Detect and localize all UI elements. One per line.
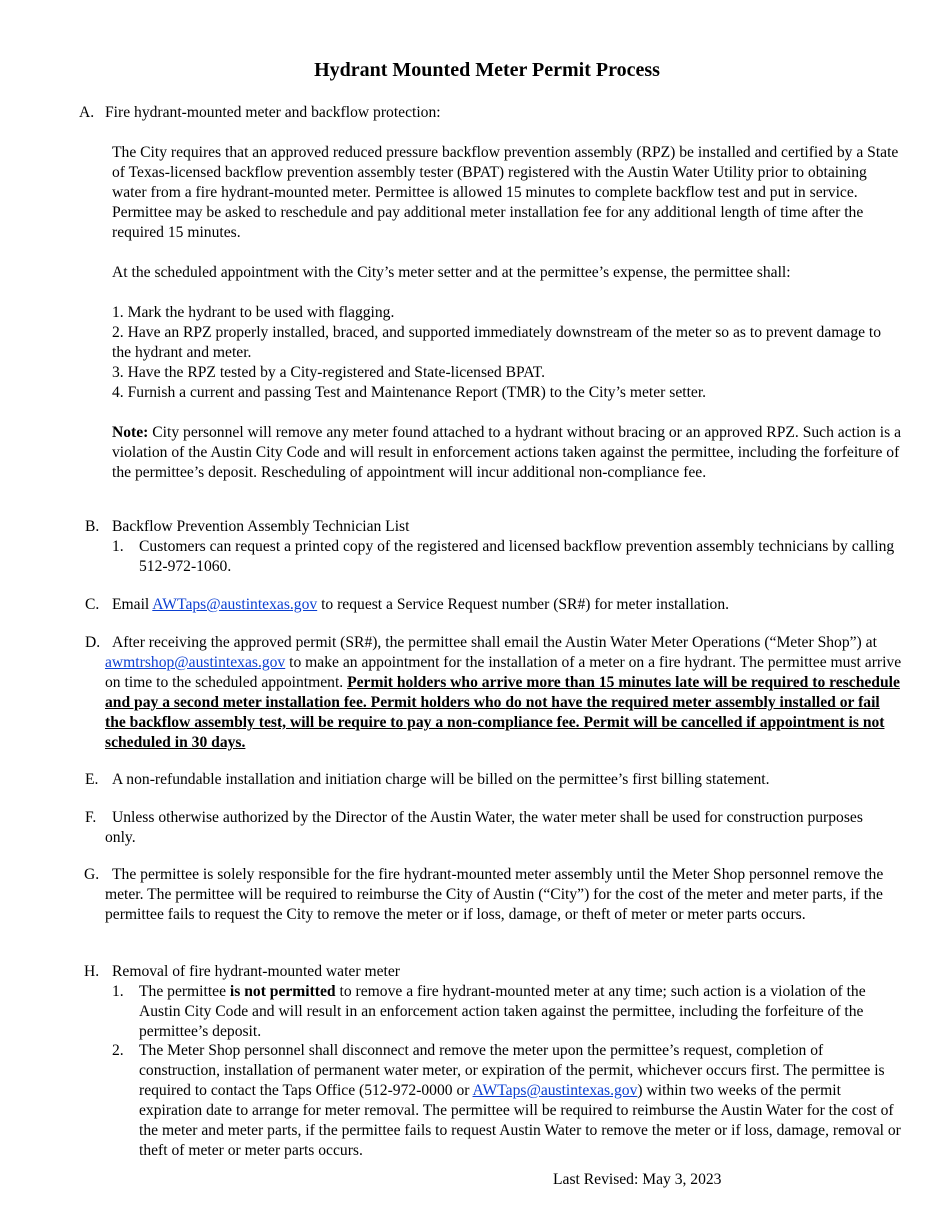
section-b-item: Customers can request a printed copy of the registered and licensed backflow prevention assembly technicians by calling 512-972-1060.: [139, 538, 895, 575]
section-d-text-2: to make an appointment for the installation of a meter on a fire hydrant. The permittee must arrive on time to the scheduled appointment.: [105, 654, 902, 691]
step-4: 4. Furnish a current and passing Test and Maintenance Report (TMR) to the City’s meter setter.: [112, 384, 707, 401]
section-h-item-2-number: 2.: [112, 1042, 124, 1059]
section-f-text: Unless otherwise authorized by the Director of the Austin Water, the water meter shall be used for construction purposes only.: [105, 809, 863, 846]
section-b-heading: Backflow Prevention Assembly Technician List: [112, 518, 410, 535]
section-h-heading: Removal of fire hydrant-mounted water meter: [112, 963, 400, 980]
section-h-item-1-number: 1.: [112, 983, 124, 1000]
section-h-item-1-pre: The permittee: [139, 983, 230, 1000]
section-g-letter: G.: [84, 866, 100, 883]
meter-shop-email-link[interactable]: awmtrshop@austintexas.gov: [105, 654, 286, 671]
section-d-text: [105, 633, 903, 753]
section-d-warning: Permit holders who arrive more than 15 minutes late will be required to reschedule and pay a second meter installation fee. Permit holders who do not have the required meter assembly installed or fail the backflow assembly test, will be require to pay a non-compliance fee. Permit will be cancelled if appointment is not scheduled in 30 days.: [105, 674, 900, 751]
section-c-pre: Email: [112, 596, 153, 613]
note-text: City personnel will remove any meter found attached to a hydrant without bracing or an approved RPZ. Such action is a violation of the Austin City Code and will result in enforcement actions taken against the permittee, including the forfeiture of the permittee’s deposit. Rescheduling of appointment will incur additional non-compliance fee.: [112, 424, 902, 481]
last-revised: Last Revised: May 3, 2023: [553, 1171, 722, 1188]
section-a-intro: At the scheduled appointment with the City’s meter setter and at the permittee’s expense, the permittee shall:: [112, 264, 791, 281]
section-e-letter: E.: [85, 771, 99, 788]
section-d-letter: D.: [85, 634, 101, 651]
step-2: 2. Have an RPZ properly installed, braced, and supported immediately downstream of the meter so as to prevent damage to the hydrant and meter.: [112, 324, 882, 361]
section-h-letter: H.: [84, 963, 100, 980]
section-h-item-1-bold: is not permitted: [229, 983, 336, 1000]
section-b-letter: B.: [85, 518, 100, 535]
section-d-text-1: After receiving the approved permit (SR#), the permittee shall email the Austin Water Meter Operations (“Meter Shop”) at: [112, 634, 877, 651]
section-h-item-2: [139, 1041, 903, 1161]
taps-email-link[interactable]: AWTaps@austintexas.gov: [152, 596, 318, 613]
section-h-item-2-post: ) within two weeks of the permit expiration date to arrange for meter removal. The permittee will be required to reimburse the Austin Water for the cost of the meter and meter parts, if the permittee fails to request Austin Water to remove the meter or if loss, damage, removal or theft of meter or meter parts occurs.: [139, 1082, 901, 1159]
section-h-item-2-pre: The Meter Shop personnel shall disconnect and remove the meter upon the permittee’s request, completion of construction, installation of permanent water meter, or expiration of the permit, whichever occurs first. The permittee is required to contact the Taps Office (512-972-0000 or: [139, 1042, 885, 1099]
section-b-item-number: 1.: [112, 538, 124, 555]
section-e-text: A non-refundable installation and initiation charge will be billed on the permittee’s first billing statement.: [112, 771, 770, 788]
section-a-heading: Fire hydrant-mounted meter and backflow protection:: [105, 104, 441, 121]
section-a-paragraph: The City requires that an approved reduced pressure backflow prevention assembly (RPZ) be installed and certified by a State of Texas-licensed backflow prevention assembly tester (BPAT) registered with the Austin Water Utility prior to obtaining water from a fire hydrant-mounted meter. Permittee is allowed 15 minutes to complete backflow test and put in service. Permittee may be asked to reschedule and pay additional meter installation fee for any additional length of time after the required 15 minutes.: [112, 144, 899, 241]
section-c-letter: C.: [85, 596, 100, 613]
section-a-letter: A.: [79, 104, 95, 121]
section-a-note: [112, 423, 902, 483]
section-a-body: [112, 143, 902, 483]
section-g-text: The permittee is solely responsible for the fire hydrant-mounted meter assembly until the Meter Shop personnel remove the meter. The permittee will be required to reimburse the City of Austin (“City”) for the cost of the meter and meter parts, if the permittee fails to request the City to remove the meter or if loss, damage, or theft of meter or meter parts occurs.: [105, 866, 884, 923]
step-3: 3. Have the RPZ tested by a City-registered and State-licensed BPAT.: [112, 364, 546, 381]
section-c-post: to request a Service Request number (SR#) for meter installation.: [317, 596, 730, 613]
taps-office-email-link[interactable]: AWTaps@austintexas.gov: [472, 1082, 638, 1099]
section-h-item-1: [139, 982, 903, 1042]
step-1: 1. Mark the hydrant to be used with flagging.: [112, 304, 395, 321]
page-title: Hydrant Mounted Meter Permit Process: [314, 59, 660, 81]
section-c-text: [112, 595, 912, 615]
section-f-letter: F.: [85, 809, 97, 826]
note-label: Note:: [112, 424, 149, 441]
section-h-item-1-post: to remove a fire hydrant-mounted meter at any time; such action is a violation of the Austin City Code and will result in an enforcement action taken against the permittee, including the forfeiture of the permittee’s deposit.: [139, 983, 866, 1040]
